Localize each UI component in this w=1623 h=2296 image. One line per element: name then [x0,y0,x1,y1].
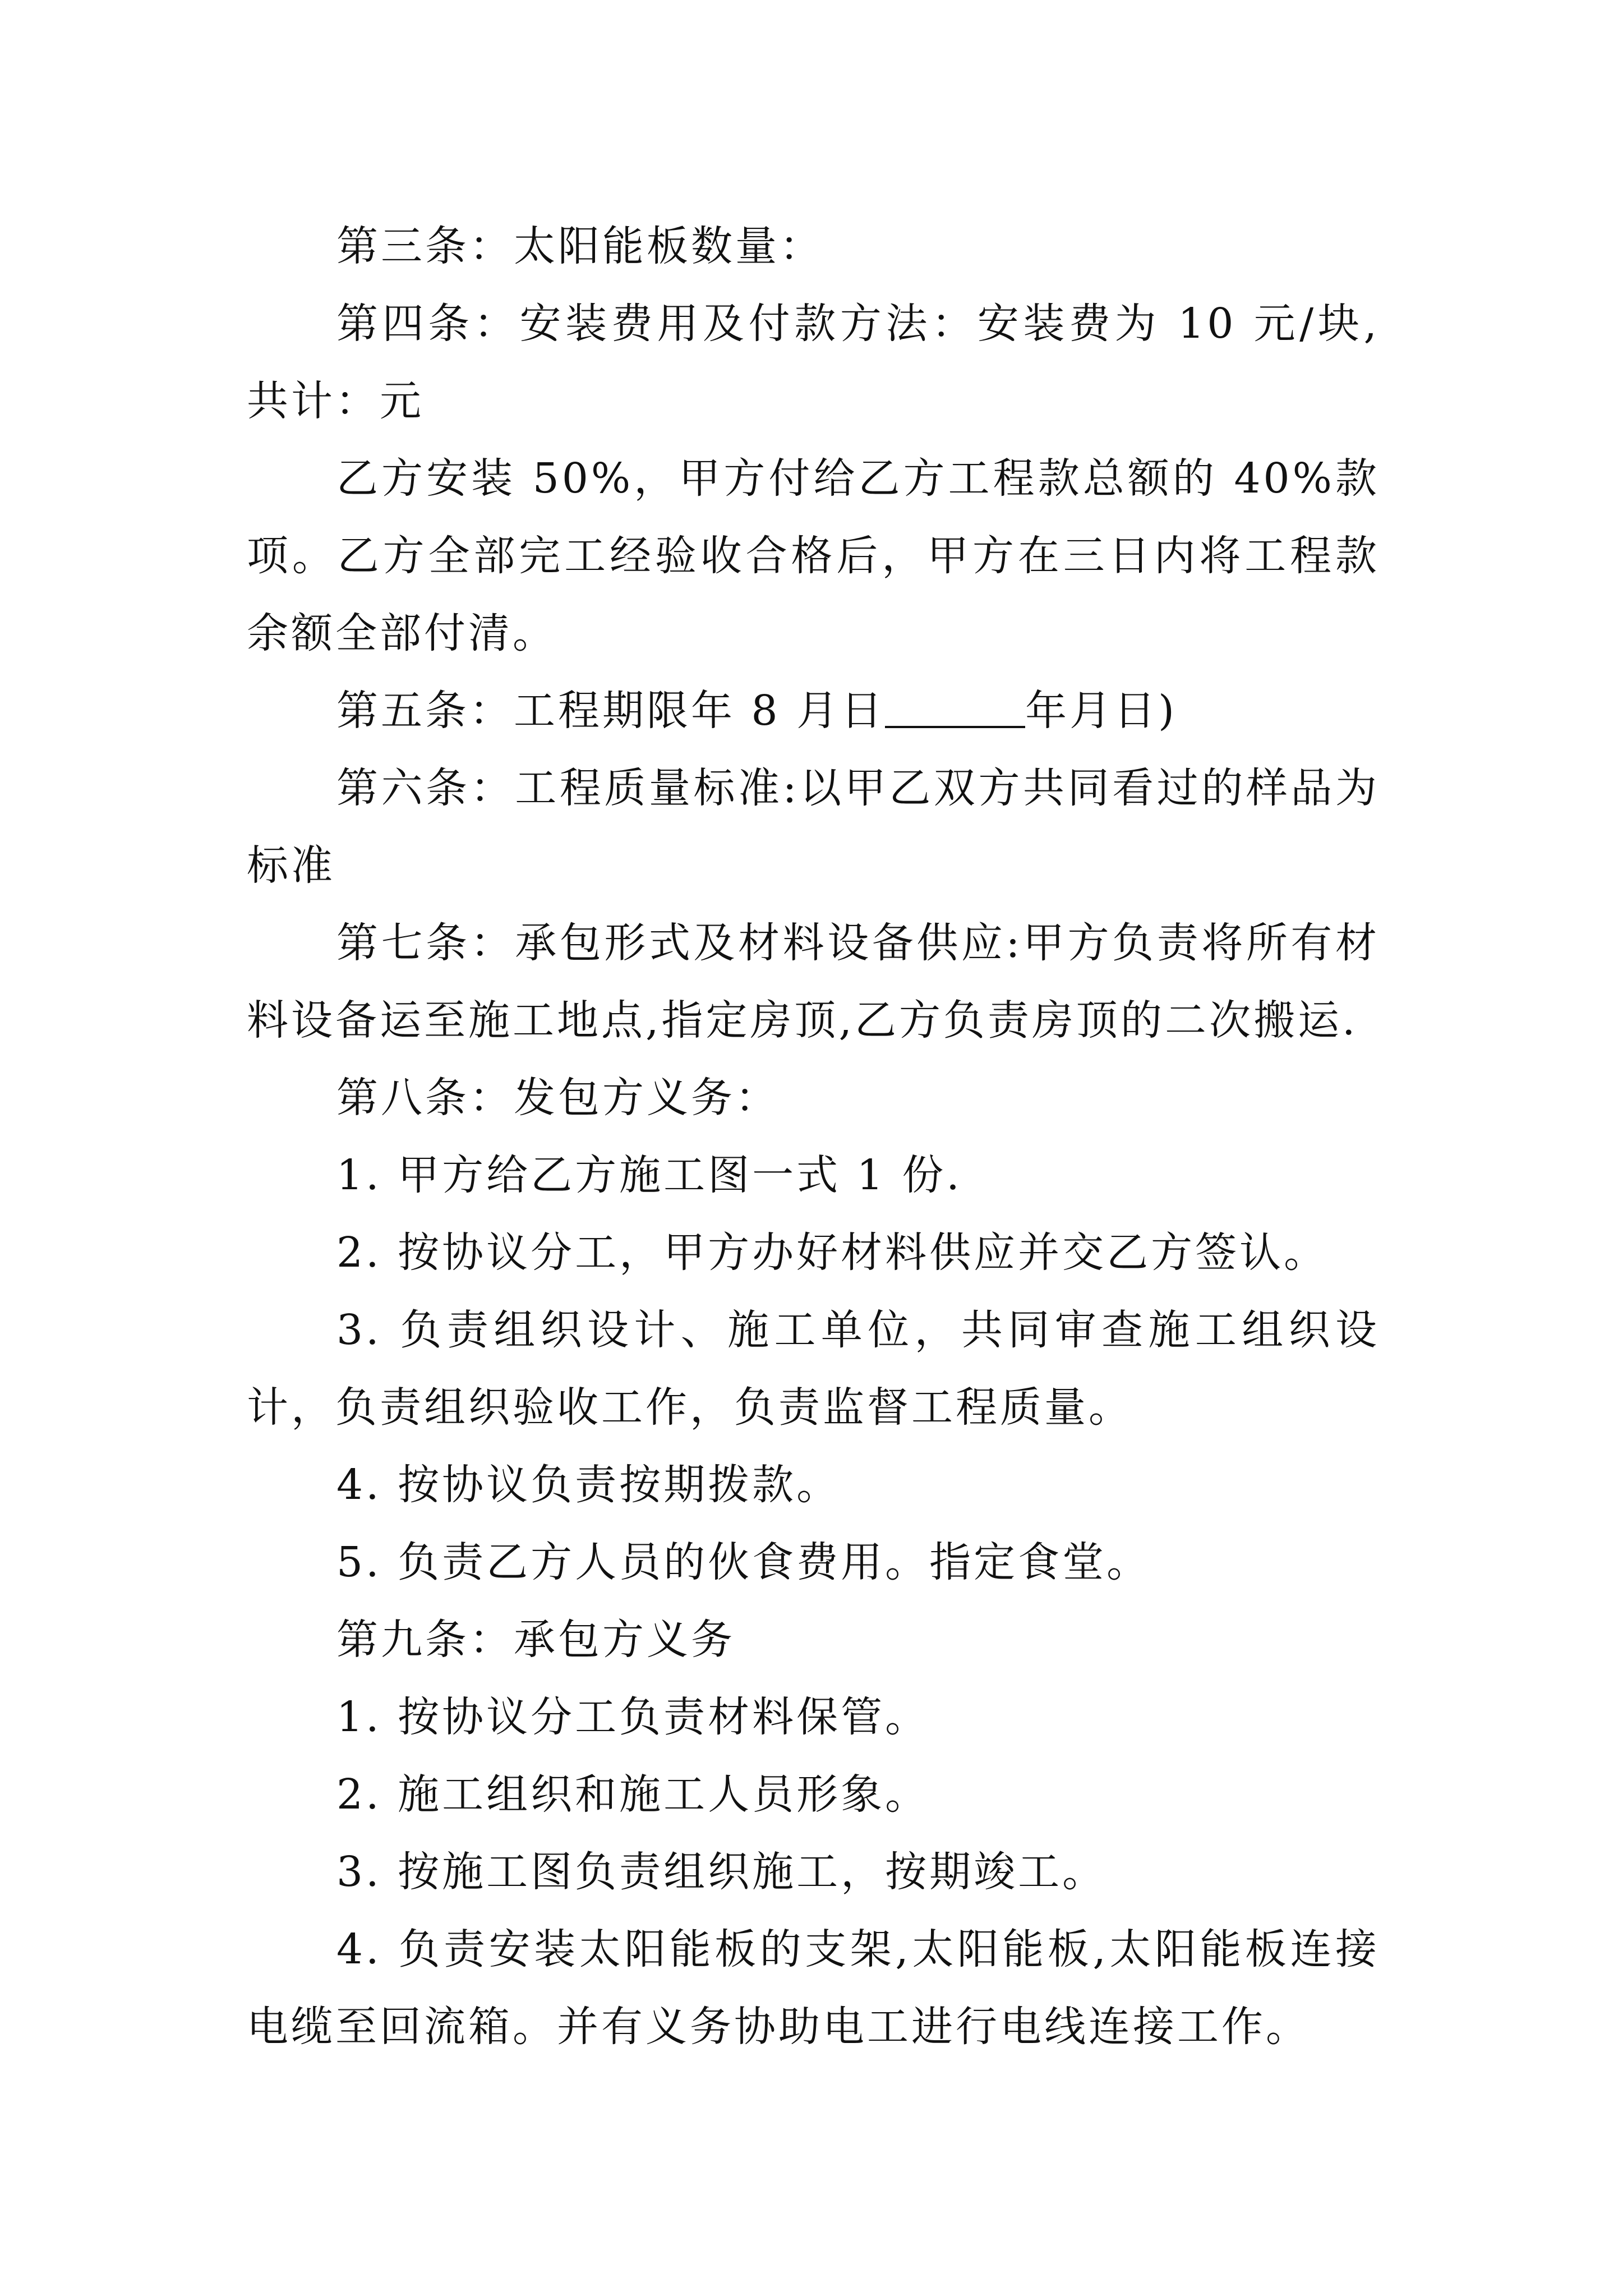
article-9-item-3: 3. 按施工图负责组织施工，按期竣工。 [336,1848,1107,1896]
article-5-start-text: 第五条：工程期限年 8 月日 [336,687,886,735]
article-3-paragraph: 第三条：太阳能板数量： [336,222,824,270]
article-7-paragraph: 第七条：承包形式及材料设备供应:甲方负责将所有材料设备运至施工地点,指定房顶,乙方负责房顶的二次搬运. [247,919,1380,1045]
article-5-end-text: 年月日) [1025,687,1177,735]
article-8-item-4: 4. 按协议负责按期拨款。 [336,1461,841,1509]
article-6-paragraph: 第六条：工程质量标准:以甲乙双方共同看过的样品为标准 [247,764,1380,890]
article-9-item-1: 1. 按协议分工负责材料保管。 [336,1693,930,1741]
article-4-paragraph: 第四条：安装费用及付款方法：安装费为 10 元/块,共计：元 [247,300,1380,425]
article-8-item-3: 3. 负责组织设计、施工单位，共同审查施工组织设计，负责组织验收工作，负责监督工程质量。 [247,1306,1380,1432]
contract-body [247,208,1380,2065]
payment-terms-paragraph: 乙方安装 50%，甲方付给乙方工程款总额的 40%款项。乙方全部完工经验收合格后，甲方在三日内将工程款余额全部付清。 [247,454,1380,657]
article-8-item-2: 2. 按协议分工，甲方办好材料供应并交乙方签认。 [336,1228,1329,1277]
article-9-item-2: 2. 施工组织和施工人员形象。 [336,1770,930,1819]
article-8-heading: 第八条：发包方义务： [336,1074,780,1122]
article-9-item-4: 4. 负责安装太阳能板的支架,太阳能板,太阳能板连接电缆至回流箱。并有义务协助电工进行电线连接工作。 [247,1925,1380,2051]
article-9-heading: 第九条：承包方义务 [336,1616,735,1664]
article-5-paragraph [247,672,1380,749]
article-8-item-1: 1. 甲方给乙方施工图一式 1 份. [336,1151,962,1199]
blank-underline [885,692,1025,728]
article-8-item-5: 5. 负责乙方人员的伙食费用。指定食堂。 [336,1538,1151,1586]
